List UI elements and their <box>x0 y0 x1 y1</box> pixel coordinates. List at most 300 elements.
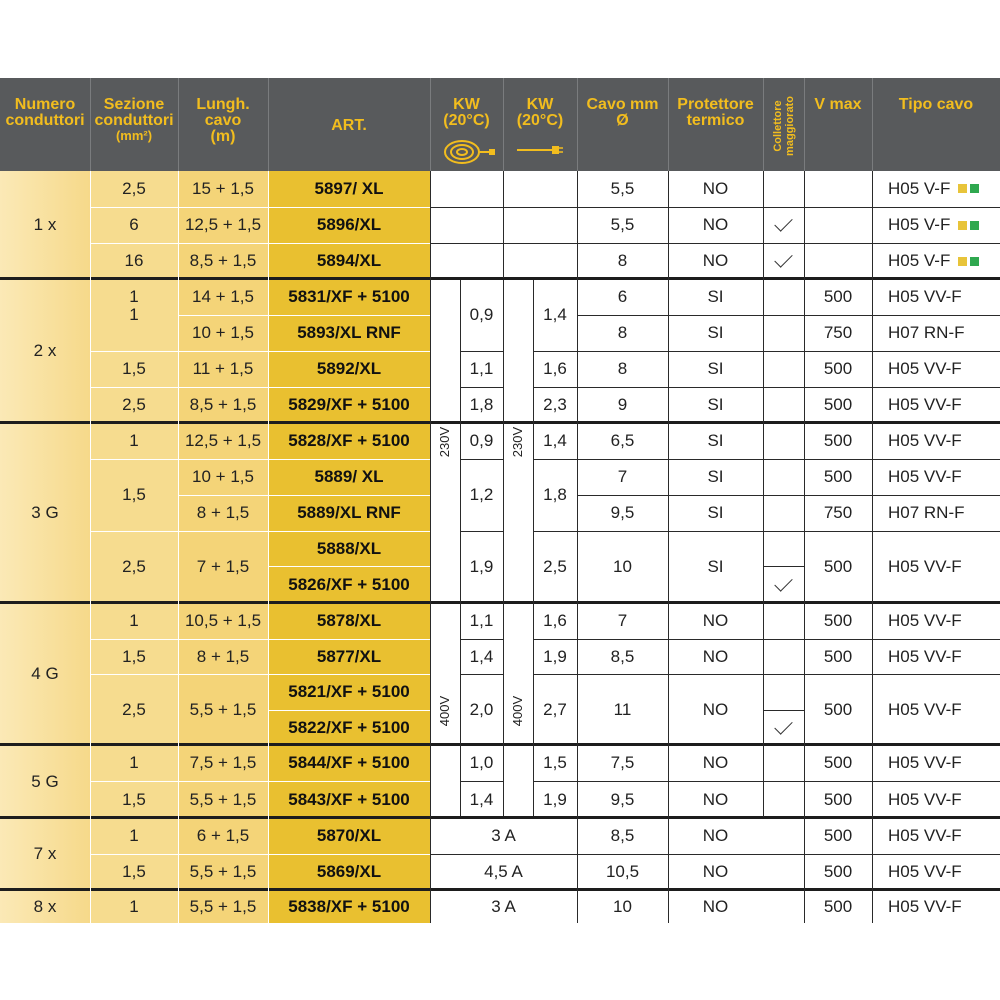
article-code <box>268 782 430 817</box>
cell-tipo-text: H05 VV-F <box>888 395 962 414</box>
cell-tipo-text: H05 VV-F <box>888 467 962 486</box>
cell-sez <box>90 208 178 242</box>
cell-tipo-text: H05 VV-F <box>888 431 962 450</box>
cell-amp <box>430 855 577 889</box>
group-label: 7 x <box>33 844 57 863</box>
cell-kw1 <box>460 675 503 744</box>
cell-prot-text: SI <box>707 467 724 486</box>
cell-kw1 <box>460 640 503 673</box>
cell-prot <box>668 746 763 780</box>
cell-cavo <box>577 208 668 242</box>
cell-prot <box>668 316 763 350</box>
cell-cavo <box>577 388 668 422</box>
article-code-text: 5831/XF + 5100 <box>288 287 410 306</box>
green-square-icon <box>970 184 979 193</box>
cell-cavo-text: 9,5 <box>610 503 635 522</box>
cell-kw2-text: 1,6 <box>543 359 567 378</box>
cell-prot-text: SI <box>707 359 724 378</box>
cell-tipo-text: H05 VV-F <box>888 753 962 772</box>
cell-kw2 <box>533 782 577 817</box>
cell-tipo <box>872 316 1000 350</box>
group-label: 3 G <box>31 503 59 522</box>
cell-prot-text: NO <box>702 826 729 845</box>
cell-vmax-text: 750 <box>823 503 853 522</box>
cell-tipo-text: H05 VV-F <box>888 789 962 809</box>
article-code-text: 5829/XF + 5100 <box>288 395 410 414</box>
cell-vmax <box>804 891 872 923</box>
cell-cavo-text: 7 <box>617 467 628 486</box>
cell-sez <box>90 855 178 889</box>
cell-sez <box>90 460 178 530</box>
cell-kw1 <box>460 280 503 350</box>
cell-tipo <box>872 819 1000 853</box>
cell-kw2-text: 1,9 <box>543 646 567 666</box>
cell-cavo <box>577 532 668 602</box>
article-code-text: 5896/XL <box>316 215 382 234</box>
cable-reel-icon <box>440 138 496 166</box>
cell-sez-text: 1 <box>129 897 139 916</box>
cell-len <box>178 782 268 817</box>
cell-tipo <box>872 388 1000 422</box>
article-code-text: 5844/XF + 5100 <box>288 753 410 772</box>
cell-prot-text: NO <box>702 611 729 630</box>
cell-len <box>178 746 268 780</box>
article-code-text: 5870/XL <box>316 826 382 845</box>
cell-kw1-text: 0,9 <box>469 431 494 450</box>
header-lunghezza: Lungh. cavo (m) <box>196 96 250 145</box>
cell-vmax-text: 500 <box>823 646 853 666</box>
cell-sez <box>90 424 178 458</box>
cell-kw2-text: 2,5 <box>543 557 567 576</box>
voltage-label: 230V <box>510 426 525 458</box>
cell-tipo-text: H05 V-F <box>888 178 951 198</box>
cell-tipo-text: H05 VV-F <box>888 557 962 576</box>
cell-vmax <box>804 604 872 638</box>
cell-sez-text: 1 <box>129 287 139 306</box>
cell-len <box>178 316 268 350</box>
article-code-text: 5869/XL <box>316 862 382 881</box>
cell-len-text: 15 + 1,5 <box>192 178 254 198</box>
cell-vmax <box>804 855 872 889</box>
cell-len-text: 11 + 1,5 <box>192 359 254 378</box>
article-code-text: 5888/XL <box>316 538 382 558</box>
article-code-text: 5838/XF + 5100 <box>288 897 410 916</box>
cell-prot-text: NO <box>702 251 729 270</box>
cell-tipo <box>872 171 1000 206</box>
cell-prot <box>668 460 763 494</box>
cell-tipo-text: H05 VV-F <box>888 646 962 666</box>
header-numero: Numero conduttori <box>5 96 85 129</box>
cell-cavo-text: 5,5 <box>610 215 635 234</box>
article-code <box>268 532 430 565</box>
cell-len <box>178 460 268 494</box>
cell-cavo <box>577 280 668 314</box>
header-vmax: V max <box>814 96 862 113</box>
article-code-text: 5894/XL <box>316 251 382 270</box>
cell-tipo-text: H07 RN-F <box>888 323 965 342</box>
cell-vmax <box>804 819 872 853</box>
cell-amp-text: 3 A <box>491 897 516 916</box>
cell-vmax <box>804 424 872 458</box>
cell-amp-text: 3 A <box>491 826 516 845</box>
cell-sez-text: 1 <box>129 431 139 450</box>
cell-prot <box>668 891 763 923</box>
cell-cavo <box>577 316 668 350</box>
article-code <box>268 746 430 780</box>
voltage-label: 400V <box>510 695 525 727</box>
cell-kw1-text: 1,9 <box>469 557 494 576</box>
cell-kw1 <box>460 352 503 386</box>
cell-sez <box>90 675 178 744</box>
cell-cavo <box>577 171 668 206</box>
cell-len <box>178 496 268 530</box>
header-collettore: Collettore maggiorato <box>772 96 796 156</box>
article-code-text: 5893/XL RNF <box>297 323 401 342</box>
cell-prot-text: NO <box>702 897 729 916</box>
cell-len <box>178 244 268 278</box>
article-code <box>268 640 430 673</box>
checkmark-icon <box>774 213 792 231</box>
article-code <box>268 819 430 853</box>
header-cavo: Cavo mm Ø <box>586 96 659 129</box>
article-code <box>268 496 430 530</box>
article-code <box>268 388 430 422</box>
cell-len-text: 5,5 + 1,5 <box>189 897 257 916</box>
cell-sez-text: 1 <box>129 611 139 630</box>
cell-kw1-text: 2,0 <box>469 699 494 719</box>
cell-sez-text: 2,5 <box>122 178 146 198</box>
cell-vmax-text: 500 <box>823 467 853 486</box>
cell-len-text: 12,5 + 1,5 <box>184 431 262 450</box>
cell-cavo <box>577 855 668 889</box>
cell-sez <box>90 782 178 817</box>
cell-sez-text: 1,5 <box>122 646 146 666</box>
cell-vmax-text: 500 <box>823 431 853 450</box>
cell-sez-text: 1,5 <box>122 789 146 809</box>
cell-len <box>178 532 268 602</box>
cell-kw2 <box>533 280 577 350</box>
cell-len-text: 14 + 1,5 <box>192 287 254 306</box>
cell-cavo-text: 10 <box>613 897 632 916</box>
article-code-text: 5826/XF + 5100 <box>288 574 410 594</box>
cell-kw2 <box>533 460 577 530</box>
cell-tipo <box>872 746 1000 780</box>
cell-prot <box>668 208 763 242</box>
cell-cavo-text: 11 <box>613 699 632 719</box>
cell-len-text: 12,5 + 1,5 <box>184 215 262 234</box>
cell-kw2-text: 1,9 <box>543 789 567 809</box>
cell-kw2 <box>533 746 577 780</box>
cell-tipo <box>872 532 1000 602</box>
checkmark-icon <box>774 573 792 591</box>
cell-vmax-text: 500 <box>823 699 853 719</box>
cell-cavo-text: 6 <box>617 287 628 306</box>
cell-len-text: 8,5 + 1,5 <box>189 251 257 270</box>
article-code-text: 5897/ XL <box>314 178 384 198</box>
cell-tipo-text: H05 V-F <box>888 215 951 234</box>
cell-cavo <box>577 640 668 673</box>
cell-cavo <box>577 496 668 530</box>
article-code <box>268 280 430 314</box>
cell-len-text: 5,5 + 1,5 <box>189 699 257 719</box>
voltage-label: 400V <box>437 695 452 727</box>
article-code <box>268 891 430 923</box>
cell-kw2-text: 1,4 <box>543 305 567 324</box>
article-code-text: 5821/XF + 5100 <box>288 682 410 701</box>
cell-kw1 <box>460 746 503 780</box>
cell-len-text: 8,5 + 1,5 <box>189 395 257 414</box>
cell-len <box>178 352 268 386</box>
cell-prot <box>668 280 763 314</box>
cell-len <box>178 280 268 314</box>
cell-len-text: 10 + 1,5 <box>192 323 254 342</box>
cell-tipo <box>872 855 1000 889</box>
cell-len-text: 7 + 1,5 <box>196 557 250 576</box>
cell-len-text: 6 + 1,5 <box>196 826 250 845</box>
cell-sez-text: 16 <box>124 251 144 270</box>
cell-cavo-text: 8 <box>617 323 628 342</box>
cell-kw1-text: 1,2 <box>469 485 494 504</box>
header-sezione: Sezione conduttori (mm²) <box>94 96 174 143</box>
cell-prot-text: SI <box>707 557 724 576</box>
cell-tipo-text: H07 RN-F <box>888 503 965 522</box>
cell-cavo <box>577 819 668 853</box>
cell-cavo-text: 5,5 <box>610 178 635 198</box>
cell-tipo <box>872 782 1000 817</box>
cell-tipo <box>872 604 1000 638</box>
cell-len-text: 5,5 + 1,5 <box>189 789 257 809</box>
cell-cavo <box>577 352 668 386</box>
cell-kw1-text: 1,1 <box>469 611 494 630</box>
cell-cavo <box>577 460 668 494</box>
cell-cavo <box>577 891 668 923</box>
cell-vmax <box>804 316 872 350</box>
cell-kw1 <box>460 782 503 817</box>
cell-kw2-text: 1,6 <box>543 611 567 630</box>
header-art: ART. <box>331 117 367 134</box>
cell-cavo-text: 9,5 <box>610 789 635 809</box>
cell-kw1 <box>460 424 503 458</box>
cell-prot <box>668 855 763 889</box>
cell-sez <box>90 746 178 780</box>
cell-sez-text: 1,5 <box>122 485 146 504</box>
cell-kw2 <box>533 675 577 744</box>
cell-prot-text: NO <box>702 789 729 809</box>
cell-prot-text: NO <box>702 862 729 881</box>
cell-kw1 <box>460 532 503 602</box>
cell-prot <box>668 424 763 458</box>
cell-vmax <box>804 352 872 386</box>
cell-cavo-text: 9 <box>617 395 628 414</box>
cable-straight-icon <box>515 140 565 160</box>
cell-len-text: 5,5 + 1,5 <box>189 862 257 881</box>
cell-vmax-text: 500 <box>823 395 853 414</box>
cell-cavo <box>577 675 668 744</box>
cell-kw2 <box>533 352 577 386</box>
cell-sez <box>90 532 178 602</box>
cell-prot <box>668 496 763 530</box>
cell-sez-text: 2,5 <box>122 557 146 576</box>
cell-prot <box>668 171 763 206</box>
article-code <box>268 352 430 386</box>
article-code <box>268 244 430 278</box>
cell-vmax <box>804 388 872 422</box>
cell-cavo-text: 6,5 <box>610 431 635 450</box>
cell-len-text: 7,5 + 1,5 <box>189 753 257 772</box>
article-code <box>268 460 430 494</box>
cell-sez-text: 1,5 <box>122 359 146 378</box>
cell-cavo-text: 8 <box>617 251 628 270</box>
yellow-square-icon <box>958 184 967 193</box>
cell-tipo-text: H05 VV-F <box>888 287 962 306</box>
cell-kw1 <box>460 604 503 638</box>
cell-len-text: 10 + 1,5 <box>192 467 254 486</box>
cell-tipo-text: H05 VV-F <box>888 826 962 845</box>
article-code-text: 5843/XF + 5100 <box>288 789 410 809</box>
article-code <box>268 711 430 744</box>
cell-sez-text: 6 <box>129 215 139 234</box>
article-code <box>268 675 430 709</box>
header-kw-straight: KW (20°C) <box>516 96 564 129</box>
cell-vmax <box>804 496 872 530</box>
cell-prot-text: SI <box>707 287 724 306</box>
cell-tipo <box>872 352 1000 386</box>
cell-kw2 <box>533 424 577 458</box>
cell-sez-text: 1,5 <box>122 862 146 881</box>
cell-kw1-text: 1,0 <box>469 753 494 772</box>
cell-cavo-text: 8,5 <box>610 646 635 666</box>
cell-sez <box>90 891 178 923</box>
cell-kw1-text: 1,8 <box>469 395 494 414</box>
checkmark-icon <box>774 716 792 734</box>
cell-vmax <box>804 460 872 494</box>
cell-len-text: 8 + 1,5 <box>196 646 250 666</box>
green-square-icon <box>970 257 979 266</box>
cell-cavo-text: 10 <box>613 557 632 576</box>
cell-amp <box>430 891 577 923</box>
cell-len <box>178 388 268 422</box>
cell-cavo <box>577 604 668 638</box>
group-label: 2 x <box>33 341 57 360</box>
article-code-text: 5878/XL <box>316 611 382 630</box>
article-code <box>268 316 430 350</box>
voltage-label: 230V <box>437 426 452 458</box>
cell-sez-text: 2,5 <box>122 395 146 414</box>
article-code <box>268 567 430 602</box>
cell-prot <box>668 388 763 422</box>
green-square-icon <box>970 221 979 230</box>
cell-sez <box>90 244 178 278</box>
cell-sez <box>90 352 178 386</box>
group-label: 4 G <box>31 664 59 683</box>
cell-kw2 <box>533 532 577 602</box>
cell-tipo <box>872 244 1000 278</box>
cell-tipo-text: H05 VV-F <box>888 611 962 630</box>
cell-len <box>178 424 268 458</box>
cell-tipo <box>872 280 1000 314</box>
cell-kw2 <box>533 388 577 422</box>
cell-prot <box>668 819 763 853</box>
cell-prot-text: NO <box>702 699 729 719</box>
article-code-text: 5889/ XL <box>314 467 384 486</box>
cell-kw2-text: 2,3 <box>543 395 567 414</box>
cell-sez <box>90 604 178 638</box>
header-tipo: Tipo cavo <box>898 96 974 113</box>
cell-prot-text: NO <box>702 178 729 198</box>
cell-sez-text: 1 <box>129 305 139 324</box>
cell-prot-text: SI <box>707 503 724 522</box>
cell-kw1-text: 1,4 <box>469 646 494 666</box>
cell-prot <box>668 352 763 386</box>
article-code-text: 5828/XF + 5100 <box>288 431 410 450</box>
cell-tipo-text: H05 VV-F <box>888 699 962 719</box>
cell-kw2-text: 1,5 <box>543 753 567 772</box>
cell-len <box>178 640 268 673</box>
cell-cavo <box>577 244 668 278</box>
cell-vmax-text: 500 <box>823 359 853 378</box>
cell-sez <box>90 819 178 853</box>
cell-len <box>178 891 268 923</box>
cell-len <box>178 675 268 744</box>
cell-prot <box>668 244 763 278</box>
cell-vmax <box>804 280 872 314</box>
cell-tipo-text: H05 VV-F <box>888 359 962 378</box>
cell-kw1-text: 0,9 <box>469 305 494 324</box>
cell-prot-text: SI <box>707 323 724 342</box>
cell-prot <box>668 782 763 817</box>
cell-tipo <box>872 460 1000 494</box>
cell-vmax-text: 500 <box>823 789 853 809</box>
cell-vmax-text: 500 <box>823 826 853 845</box>
group-label: 1 x <box>33 214 57 234</box>
cell-vmax-text: 750 <box>823 323 853 342</box>
article-code-text: 5889/XL RNF <box>297 503 401 522</box>
cell-vmax-text: 500 <box>823 287 853 306</box>
cell-cavo <box>577 746 668 780</box>
cell-vmax <box>804 532 872 602</box>
cell-sez-text: 1 <box>129 826 139 845</box>
cell-tipo <box>872 891 1000 923</box>
yellow-square-icon <box>958 257 967 266</box>
cell-kw1 <box>460 460 503 530</box>
cell-kw2-text: 2,7 <box>543 699 567 719</box>
cell-kw2 <box>533 604 577 638</box>
cell-len-text: 8 + 1,5 <box>196 503 250 522</box>
cell-vmax <box>804 782 872 817</box>
cell-prot-text: NO <box>702 646 729 666</box>
cell-cavo-text: 7,5 <box>610 753 635 772</box>
header-kw-coil: KW (20°C) <box>443 96 490 129</box>
cell-vmax-text: 500 <box>823 611 853 630</box>
cell-len <box>178 604 268 638</box>
cell-cavo-text: 8 <box>617 359 628 378</box>
cell-sez-text: 1 <box>129 753 139 772</box>
cell-kw2-text: 1,4 <box>543 431 567 450</box>
cell-prot <box>668 532 763 602</box>
cell-sez <box>90 640 178 673</box>
cell-vmax-text: 500 <box>823 557 853 576</box>
cell-kw1 <box>460 388 503 422</box>
cell-prot <box>668 604 763 638</box>
article-code-text: 5822/XF + 5100 <box>288 717 410 737</box>
cell-prot-text: NO <box>702 215 729 234</box>
cell-tipo-text: H05 VV-F <box>888 897 962 916</box>
cell-len <box>178 855 268 889</box>
cell-prot-text: SI <box>707 395 724 414</box>
cell-kw1-text: 1,4 <box>469 789 494 809</box>
cell-cavo <box>577 782 668 817</box>
cell-tipo <box>872 424 1000 458</box>
